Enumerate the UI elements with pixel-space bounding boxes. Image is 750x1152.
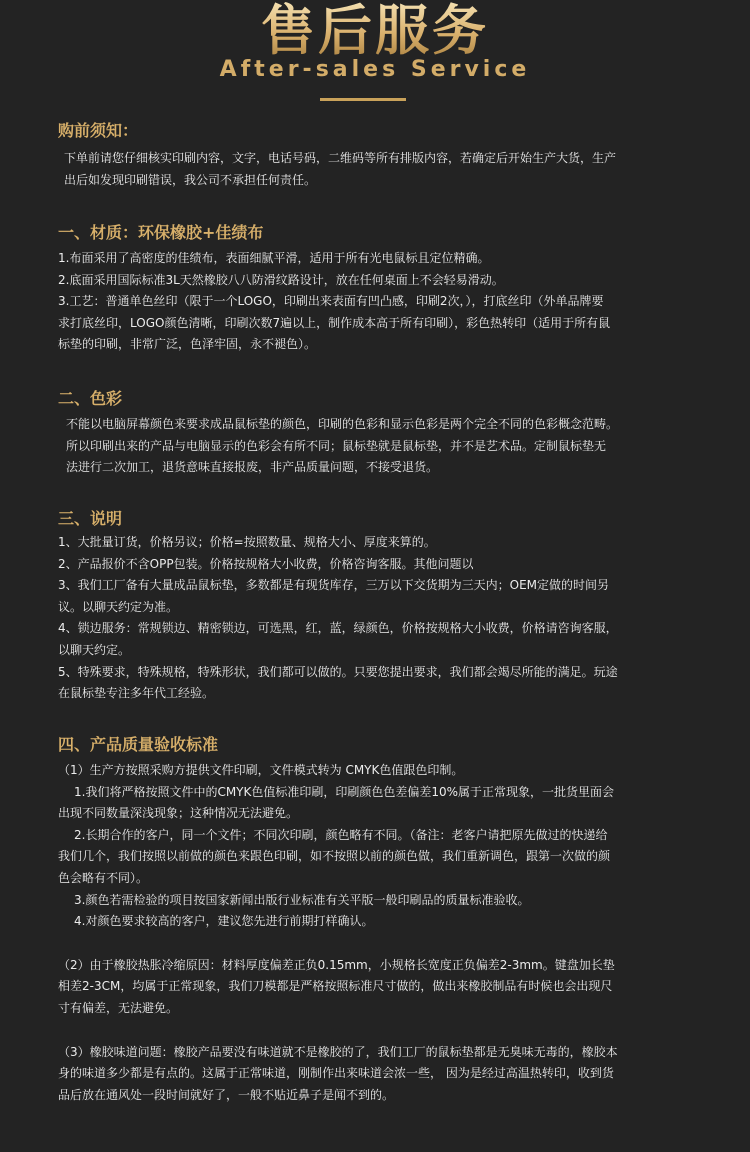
notes-line: 1、大批量订货，价格另议；价格=按照数量、规格大小、厚度来算的。 — [58, 535, 436, 549]
quality-line: 出现不同数量深浅现象；这种情况无法避免。 — [58, 806, 299, 821]
section-material — [58, 222, 706, 356]
quality-line: 2.长期合作的客户，同一个文件；不同次印刷，颜色略有不同。（备注：老客户请把原先做过的快递给 — [74, 827, 608, 842]
page-title: 售后服务 — [0, 0, 750, 62]
color-line: 所以印刷出来的产品与电脑显示的色彩会有所不同；鼠标垫就是鼠标垫，并不是艺术品。定制鼠标垫无 — [66, 438, 607, 453]
material-line: 标垫的印刷，非常广泛，色泽牢固，永不褪色）。 — [58, 337, 317, 352]
quality-line: 色会略有不同）。 — [58, 870, 149, 885]
material-heading: 一、材质：环保橡胶+佳绩布 — [58, 223, 264, 242]
quality-line: 寸有偏差，无法避免。 — [58, 1000, 179, 1015]
page-subtitle: After-sales Service — [219, 57, 531, 82]
notes-line: 2、产品报价不含OPP包装。价格按规格大小收费，价格咨询客服。其他问题以 — [58, 556, 474, 571]
notes-line: 在鼠标垫专注多年代工经验。 — [58, 686, 215, 701]
quality-line: 相差2-3CM，均属于正常现象，我们刀模都是严格按照标准尺寸做的，做出来橡胶制品有时候也会出现尺 — [58, 979, 613, 994]
quality-line: 品后放在通风处一段时间就好了，一般不贴近鼻子是闻不到的。 — [58, 1087, 395, 1102]
quality-line: 身的味道多少都是有点的。这属于正常味道，刚制作出来味道会浓一些， 因为是经过高温热转印，收到货 — [58, 1066, 614, 1081]
quality-line: 我们几个，我们按照以前做的颜色来跟色印刷，如不按照以前的颜色做，我们重新调色，跟第一次做的颜 — [58, 849, 611, 864]
notes-line: 议。以聊天约定为准。 — [58, 599, 179, 614]
material-line: 3.工艺：普通单色丝印（限于一个LOGO，印刷出来表面有凹凸感，印刷2次，），打底丝印（外单品牌要 — [58, 294, 604, 309]
quality-block-3 — [58, 1042, 706, 1107]
quality-block-1 — [58, 760, 706, 933]
notes-heading: 三、说明 — [58, 509, 123, 528]
notice-line: 出后如发现印刷错误，我公司不承担任何责任。 — [64, 172, 317, 187]
material-line: 1.布面采用了高密度的佳绩布，表面细腻平滑，适用于所有光电鼠标且定位精确。 — [58, 251, 490, 265]
quality-line: （1）生产方按照采购方提供文件印刷，文件模式转为 CMYK色值跟色印制。 — [58, 763, 464, 777]
quality-line: （3）橡胶味道问题：橡胶产品要没有味道就不是橡胶的了，我们工厂的鼠标垫都是无臭味无毒的，橡胶本 — [58, 1044, 618, 1059]
notice-heading: 购前须知： — [58, 121, 139, 140]
color-heading: 二、色彩 — [58, 389, 123, 408]
section-notes — [58, 508, 706, 705]
material-line: 求打底丝印，LOGO颜色清晰，印刷次数7遍以上，制作成本高于所有印刷），彩色热转印（适用于所有鼠 — [58, 315, 611, 330]
notes-line: 3、我们工厂备有大量成品鼠标垫，多数都是有现货库存，三万以下交货期为三天内；OEM定做的时间另 — [58, 578, 610, 593]
section-notice — [58, 120, 706, 191]
material-line: 2.底面采用国际标准3L天然橡胶八八防滑纹路设计，放在任何桌面上不会轻易滑动。 — [58, 272, 504, 287]
quality-line: 1.我们将严格按照文件中的CMYK色值标准印刷，印刷颜色色差偏差10%属于正常现象，一批货里面会 — [74, 784, 615, 799]
section-quality — [58, 734, 706, 1106]
quality-line: （2）由于橡胶热胀冷缩原因：材料厚度偏差正负0.15mm，小规格长宽度正负偏差2-3mm。键盘加长垫 — [58, 957, 615, 972]
title-divider — [320, 98, 406, 101]
notes-line: 以聊天约定。 — [58, 642, 131, 657]
notes-line: 5、特殊要求，特殊规格，特殊形状，我们都可以做的。只要您提出要求，我们都会竭尽所能的满足。玩途 — [58, 664, 618, 679]
notice-line: 下单前请您仔细核实印刷内容，文字，电话号码，二维码等所有排版内容，若确定后开始生产大货，生产 — [64, 151, 617, 165]
quality-line: 3.颜色若需检验的项目按国家新闻出版行业标准有关平版一般印刷品的质量标准验收。 — [74, 892, 530, 907]
color-line: 不能以电脑屏幕颜色来要求成品鼠标垫的颜色，印刷的色彩和显示色彩是两个完全不同的色彩概念范畴。 — [66, 417, 619, 431]
quality-line: 4.对颜色要求较高的客户，建议您先进行前期打样确认。 — [74, 914, 374, 929]
section-color — [58, 388, 706, 479]
quality-block-2 — [58, 955, 706, 1020]
notes-line: 4、锁边服务：常规锁边、精密锁边，可选黑，红，蓝，绿颜色，价格按规格大小收费，价格请咨询客服， — [58, 621, 618, 636]
color-line: 法进行二次加工，退货意味直接报废，非产品质量问题，不接受退货。 — [66, 460, 439, 475]
quality-heading: 四、产品质量验收标准 — [58, 735, 219, 754]
